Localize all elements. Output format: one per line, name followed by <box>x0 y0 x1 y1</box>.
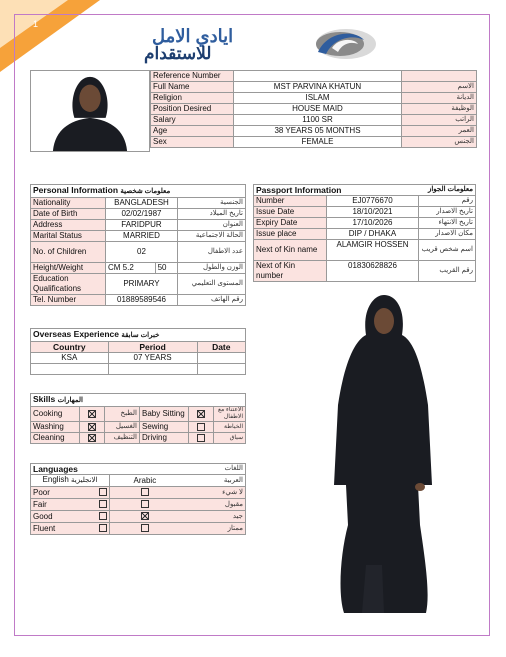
skill-check-cell <box>80 433 105 444</box>
personal-label-ar: الجنسية <box>177 198 245 209</box>
passport-label: Issue place <box>254 229 327 240</box>
personal-row <box>31 231 246 242</box>
skill-checkbox[interactable] <box>88 434 96 442</box>
skills-table <box>30 393 246 444</box>
skills-row <box>31 407 246 422</box>
header-label: Age <box>151 126 234 137</box>
english-checkbox[interactable] <box>99 512 107 520</box>
personal-label-ar: الحالة الاجتماعية <box>177 231 245 242</box>
personal-label: Tel. Number <box>31 295 106 306</box>
english-checkbox[interactable] <box>99 524 107 532</box>
overseas-row <box>31 353 246 364</box>
skill-label: Baby Sitting <box>140 407 189 422</box>
passport-label: Expiry Date <box>254 218 327 229</box>
passport-label: Next of Kin name <box>254 240 327 261</box>
header-row <box>151 82 477 93</box>
skill-label-ar: سياق <box>214 433 246 444</box>
language-level-text: Good <box>33 511 53 521</box>
skill-checkbox[interactable] <box>197 410 205 418</box>
passport-row <box>254 207 476 218</box>
language-level-label <box>31 523 110 535</box>
passport-label: Issue Date <box>254 207 327 218</box>
personal-row <box>31 242 246 263</box>
personal-label: No. of Children <box>31 242 106 263</box>
header-value: HOUSE MAID <box>234 104 402 115</box>
passport-label-ar: تاريخ الانتهاء <box>419 218 476 229</box>
personal-row <box>31 295 246 306</box>
passport-value: DIP / DHAKA <box>327 229 419 240</box>
header-value: 1100 SR <box>234 115 402 126</box>
personal-value: 02 <box>106 242 178 263</box>
language-level-ar: ممتاز <box>180 523 246 535</box>
header-row <box>151 71 477 82</box>
full-body-photo <box>322 295 444 615</box>
personal-label: Height/Weight <box>31 263 106 274</box>
languages-arabic-header: Arabic <box>110 475 180 487</box>
personal-value: BANGLADESH <box>106 198 178 209</box>
header-label-ar: الاسم <box>402 82 477 93</box>
personal-value: FARIDPUR <box>106 220 178 231</box>
skill-label-ar: الغسيل <box>105 422 140 433</box>
language-level-text: Poor <box>33 487 50 497</box>
header-label: Religion <box>151 93 234 104</box>
skill-label-ar: الخياطة <box>214 422 246 433</box>
skills-title <box>31 394 246 407</box>
english-label: English <box>42 475 69 484</box>
passport-info-table <box>253 184 476 282</box>
header-label-ar <box>402 71 477 82</box>
personal-row <box>31 274 246 295</box>
passport-label-ar: رقم القريب <box>419 261 476 282</box>
skill-checkbox[interactable] <box>197 423 205 431</box>
header-row <box>151 115 477 126</box>
passport-info-title <box>254 185 476 196</box>
header-label: Salary <box>151 115 234 126</box>
logo-line2: للاستقدام <box>144 44 212 63</box>
passport-title-en: Passport Information <box>256 185 342 195</box>
personal-info-table <box>30 184 246 306</box>
header-label: Sex <box>151 137 234 148</box>
skill-checkbox[interactable] <box>88 410 96 418</box>
overseas-header-row <box>31 342 246 353</box>
skill-label: Sewing <box>140 422 189 433</box>
languages-table <box>30 463 246 535</box>
header-label: Position Desired <box>151 104 234 115</box>
language-arabic-cell <box>110 511 180 523</box>
overseas-row <box>31 364 246 375</box>
skill-check-cell <box>189 433 214 444</box>
personal-label: Date of Birth <box>31 209 106 220</box>
english-checkbox[interactable] <box>99 500 107 508</box>
passport-row <box>254 229 476 240</box>
header-table <box>150 70 477 148</box>
logo-mark-icon <box>298 26 378 62</box>
overseas-title-ar: خبرات سابقة <box>121 332 160 339</box>
language-level-text: Fluent <box>33 523 56 533</box>
language-level-label <box>31 511 110 523</box>
languages-title-ar: اللغات <box>180 464 246 475</box>
personal-label: Nationality <box>31 198 106 209</box>
language-level-text: Fair <box>33 499 47 509</box>
personal-label-ar: عدد الاطفال <box>177 242 245 263</box>
language-arabic-cell <box>110 523 180 535</box>
personal-title-ar: معلومات شخصية <box>120 188 171 195</box>
portrait-photo <box>30 70 150 152</box>
language-row <box>31 511 246 523</box>
skill-checkbox[interactable] <box>197 434 205 442</box>
language-row <box>31 487 246 499</box>
skills-title-en: Skills <box>33 394 56 404</box>
overseas-experience-table <box>30 328 246 375</box>
languages-english-header <box>31 475 110 487</box>
passport-label-ar: رقم <box>419 196 476 207</box>
personal-label-ar: المستوى التعليمي <box>177 274 245 295</box>
personal-label: Education Qualifications <box>31 274 106 295</box>
personal-info-title <box>31 185 246 198</box>
arabic-checkbox[interactable] <box>141 512 149 520</box>
personal-title-en: Personal Information <box>33 185 119 195</box>
header-value: MST PARVINA KHATUN <box>234 82 402 93</box>
language-level-ar: جيد <box>180 511 246 523</box>
personal-value: MARRIED <box>106 231 178 242</box>
header-label-ar: الجنس <box>402 137 477 148</box>
overseas-cell <box>31 364 109 375</box>
header-value: 38 YEARS 05 MONTHS <box>234 126 402 137</box>
passport-label-ar: تاريخ الاصدار <box>419 207 476 218</box>
skill-check-cell <box>189 422 214 433</box>
passport-label-ar: اسم شخص قريب <box>419 240 476 261</box>
arabic-checkbox[interactable] <box>141 500 149 508</box>
overseas-cell <box>197 353 245 364</box>
language-level-label <box>31 487 110 499</box>
skill-checkbox[interactable] <box>88 423 96 431</box>
overseas-cell <box>108 364 197 375</box>
language-level-ar: مقبول <box>180 499 246 511</box>
overseas-col-header: Country <box>31 342 109 353</box>
english-label-ar: الانجليزية <box>71 477 98 484</box>
header-label-ar: الوظيفة <box>402 104 477 115</box>
passport-title-ar: معلومات الجواز <box>427 186 473 193</box>
personal-row <box>31 198 246 209</box>
passport-row <box>254 261 476 282</box>
header-value: FEMALE <box>234 137 402 148</box>
passport-row <box>254 218 476 229</box>
header-label-ar: الراتب <box>402 115 477 126</box>
overseas-col-header: Date <box>197 342 245 353</box>
language-row <box>31 523 246 535</box>
header-row <box>151 93 477 104</box>
language-arabic-cell <box>110 499 180 511</box>
skill-check-cell <box>80 422 105 433</box>
personal-label-ar: تاريخ الميلاد <box>177 209 245 220</box>
skills-title-ar: المهارات <box>57 397 83 404</box>
passport-value: ALAMGIR HOSSEN <box>327 240 419 261</box>
skill-check-cell <box>189 407 214 422</box>
skill-check-cell <box>80 407 105 422</box>
languages-arabic-header-ar: العربية <box>180 475 246 487</box>
passport-value: 17/10/2026 <box>327 218 419 229</box>
overseas-cell: KSA <box>31 353 109 364</box>
english-checkbox[interactable] <box>99 488 107 496</box>
skills-row <box>31 422 246 433</box>
passport-value: 18/10/2021 <box>327 207 419 218</box>
languages-title: Languages <box>31 464 180 475</box>
header-row <box>151 137 477 148</box>
personal-row <box>31 263 246 274</box>
skills-row <box>31 433 246 444</box>
arabic-checkbox[interactable] <box>141 524 149 532</box>
passport-value: EJ0776670 <box>327 196 419 207</box>
language-level-label <box>31 499 110 511</box>
passport-row <box>254 240 476 261</box>
language-arabic-cell <box>110 487 180 499</box>
personal-value: CM 5.2 <box>106 263 156 274</box>
header-label-ar: العمر <box>402 126 477 137</box>
passport-label: Number <box>254 196 327 207</box>
skill-label-ar: الطبخ <box>105 407 140 422</box>
overseas-cell: 07 YEARS <box>108 353 197 364</box>
logo-line1: ايادي الامل <box>152 26 234 46</box>
header-value <box>234 71 402 82</box>
personal-row <box>31 220 246 231</box>
personal-value: 02/02/1987 <box>106 209 178 220</box>
page-number: 1 <box>33 19 39 29</box>
skill-label-ar: الاعتناء مع الاطفال <box>214 407 246 422</box>
skill-label: Cleaning <box>31 433 80 444</box>
overseas-title <box>31 329 246 342</box>
header-row <box>151 126 477 137</box>
header-value: ISLAM <box>234 93 402 104</box>
company-logo <box>132 24 382 64</box>
personal-label-ar: الوزن والطول <box>177 263 245 274</box>
skill-label: Driving <box>140 433 189 444</box>
header-label: Reference Number <box>151 71 234 82</box>
personal-label-ar: رقم الهاتف <box>177 295 245 306</box>
header-row <box>151 104 477 115</box>
overseas-title-en: Overseas Experience <box>33 329 120 339</box>
personal-value: 01889589546 <box>106 295 178 306</box>
header-label-ar: الديانة <box>402 93 477 104</box>
personal-label-ar: العنوان <box>177 220 245 231</box>
personal-value: PRIMARY <box>106 274 178 295</box>
passport-value: 01830628826 <box>327 261 419 282</box>
personal-label: Marital Status <box>31 231 106 242</box>
personal-row <box>31 209 246 220</box>
skill-label: Washing <box>31 422 80 433</box>
language-level-ar: لا شيء <box>180 487 246 499</box>
passport-label-ar: مكان الاصدار <box>419 229 476 240</box>
personal-label: Address <box>31 220 106 231</box>
language-row <box>31 499 246 511</box>
header-label: Full Name <box>151 82 234 93</box>
overseas-col-header: Period <box>108 342 197 353</box>
arabic-checkbox[interactable] <box>141 488 149 496</box>
passport-row <box>254 196 476 207</box>
overseas-cell <box>197 364 245 375</box>
skill-label: Cooking <box>31 407 80 422</box>
personal-value2: 50 <box>155 263 177 274</box>
skill-label-ar: التنظيف <box>105 433 140 444</box>
passport-label: Next of Kin number <box>254 261 327 282</box>
